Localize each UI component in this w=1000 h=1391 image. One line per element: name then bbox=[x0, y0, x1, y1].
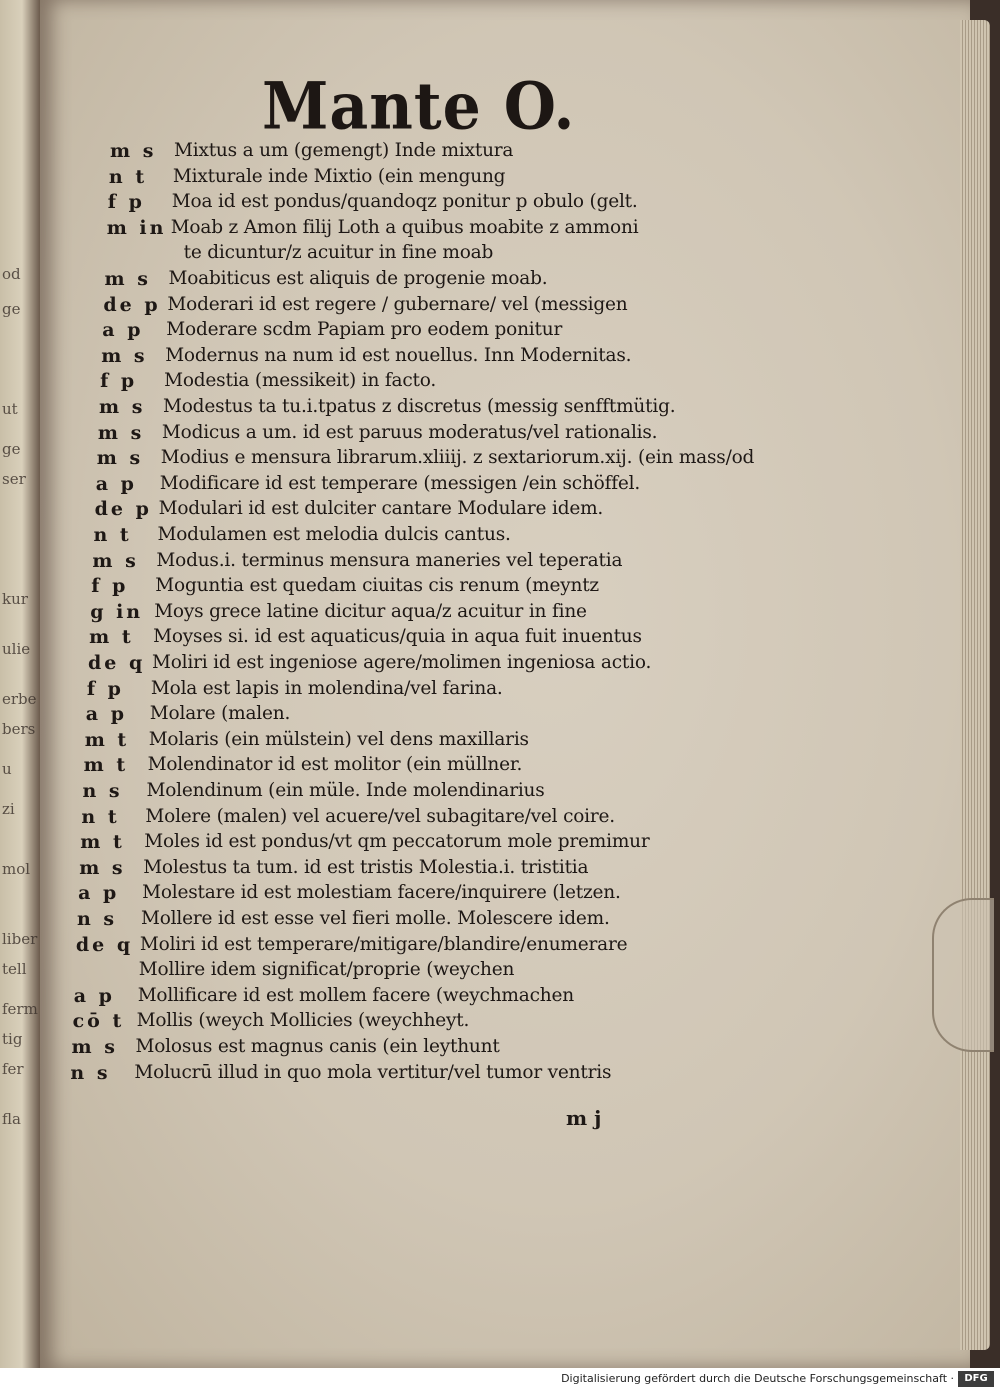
grammar-code: m s bbox=[110, 140, 157, 162]
entry-text: Moa id est pondus/quandoqz ponitur p obulo (gelt. bbox=[171, 191, 638, 213]
signature-mark: m j bbox=[566, 1106, 602, 1130]
grammar-code: m s bbox=[79, 856, 126, 879]
left-page-fragment: ge bbox=[2, 440, 21, 458]
grammar-code: m s bbox=[99, 396, 146, 418]
left-page-fragment: mol bbox=[2, 860, 31, 878]
left-page-fragment: ser bbox=[2, 470, 26, 488]
left-page-fragment: tig bbox=[2, 1030, 23, 1048]
grammar-code: g in bbox=[90, 600, 144, 623]
grammar-code: m s bbox=[101, 344, 148, 367]
grammar-code: a p bbox=[85, 703, 128, 726]
grammar-code: f p bbox=[91, 575, 129, 598]
left-page-fragments bbox=[0, 0, 38, 1368]
grammar-code: m t bbox=[84, 728, 130, 751]
grammar-code: f p bbox=[86, 677, 124, 700]
grammar-code: m s bbox=[96, 447, 144, 470]
page-header: Mante O. bbox=[262, 69, 576, 145]
entry-text: Mixturale inde Mixtio (ein mengung bbox=[172, 165, 506, 187]
entry-text: te dicuntur/z acuitur in fine moab bbox=[183, 242, 494, 264]
entry-text: Molere (malen) vel acuere/vel subagitare/vel coire. bbox=[145, 805, 615, 827]
entry-text: Mollire idem significat/proprie (weychen bbox=[138, 959, 515, 981]
grammar-code: a p bbox=[78, 882, 120, 905]
entry-text: Molestus ta tum. id est tristis Molestia.i. tristitia bbox=[143, 856, 589, 878]
left-page-fragment: kur bbox=[2, 590, 28, 608]
entry-text: Moabiticus est aliquis de progenie moab. bbox=[168, 268, 548, 289]
entry-text: Moys grece latine dicitur aqua/z acuitur in fine bbox=[154, 600, 587, 622]
entry-text: Modus.i. terminus mensura maneries vel teperatia bbox=[156, 549, 623, 571]
entry-text: Moles id est pondus/vt qm peccatorum mole premimur bbox=[144, 831, 650, 853]
grammar-code: n s bbox=[82, 780, 123, 802]
page-edge-stack bbox=[960, 20, 990, 1350]
entry-text: Mola est lapis in molendina/vel farina. bbox=[150, 677, 503, 699]
left-page-fragment: erbe bbox=[2, 690, 37, 708]
entry-text: Moderare scdm Papiam pro eodem ponitur bbox=[166, 319, 563, 341]
entry-text: Molare (malen. bbox=[149, 703, 291, 725]
entry-text: Moab z Amon filij Loth a quibus moabite z ammoni bbox=[170, 216, 639, 238]
left-page-fragment: ferm bbox=[2, 1000, 38, 1018]
grammar-code: m t bbox=[89, 626, 134, 649]
left-page-fragment: od bbox=[2, 265, 21, 283]
grammar-code: m s bbox=[92, 549, 139, 572]
entry-text: Moliri id est ingeniose agere/molimen ingeniosa actio. bbox=[152, 652, 652, 673]
grammar-code: de q bbox=[75, 933, 134, 956]
grammar-code: n t bbox=[93, 524, 132, 546]
left-page-fragment: ut bbox=[2, 400, 18, 418]
grammar-code: de p bbox=[103, 293, 161, 316]
entry-text: Molosus est magnus canis (ein leythunt bbox=[135, 1036, 500, 1057]
entry-text: Modulamen est melodia dulcis cantus. bbox=[157, 524, 511, 545]
grammar-code: n s bbox=[77, 908, 118, 930]
entry-text: Moderari id est regere / gubernare/ vel (messigen bbox=[167, 293, 628, 315]
grammar-code: f p bbox=[100, 370, 138, 393]
left-page-fragment: zi bbox=[2, 800, 15, 818]
grammar-code: m t bbox=[83, 754, 129, 777]
left-page-fragment: tell bbox=[2, 960, 27, 978]
entry-text: Modestus ta tu.i.tpatus z discretus (messig senfftmütig. bbox=[163, 396, 676, 417]
entry-text: Modulari id est dulciter cantare Modulare idem. bbox=[158, 498, 604, 520]
entry-text: Moliri id est temperare/mitigare/blandire/enumerare bbox=[139, 933, 628, 955]
grammar-code: m s bbox=[71, 1036, 118, 1058]
left-page-fragment: bers bbox=[2, 720, 36, 738]
grammar-code: m s bbox=[104, 268, 151, 290]
grammar-code: m in bbox=[106, 216, 167, 239]
grammar-code: a p bbox=[102, 319, 144, 342]
entry-text: Moyses si. id est aquaticus/quia in aqua fuit inuentus bbox=[153, 626, 642, 648]
funding-credit: Digitalisierung gefördert durch die Deutsche Forschungsgemeinschaft · bbox=[561, 1372, 954, 1385]
left-page-fragment: fer bbox=[2, 1060, 24, 1078]
entry-text: Modernus na num id est nouellus. Inn Modernitas. bbox=[165, 344, 632, 366]
grammar-code: de q bbox=[88, 652, 146, 674]
grammar-code: cō t bbox=[72, 1010, 125, 1033]
book-clasp bbox=[932, 898, 994, 1052]
grammar-code: m s bbox=[97, 421, 145, 444]
grammar-code: n t bbox=[81, 805, 120, 828]
grammar-code: n t bbox=[108, 165, 148, 188]
entry-text: Modicus a um. id est paruus moderatus/vel rationalis. bbox=[161, 421, 658, 443]
left-page-fragment: ge bbox=[2, 300, 21, 318]
left-page-fragment: fla bbox=[2, 1110, 21, 1128]
entry-text: Molendinator id est molitor (ein müllner. bbox=[147, 754, 523, 776]
grammar-code: f p bbox=[107, 191, 145, 214]
entry-text: Modius e mensura librarum.xliiij. z sextariorum.xij. (ein mass/od bbox=[160, 447, 755, 469]
entry-text: Molestare id est molestiam facere/inquirere (letzen. bbox=[142, 882, 621, 904]
grammar-code: a p bbox=[95, 472, 137, 495]
entry-text: Modificare id est temperare (messigen /ein schöffel. bbox=[159, 472, 641, 494]
entry-text: Mollis (weych Mollicies (weychheyt. bbox=[136, 1010, 470, 1032]
entry-text: Molucrū illud in quo mola vertitur/vel tumor ventris bbox=[134, 1061, 612, 1083]
entry-text: Mixtus a um (gemengt) Inde mixtura bbox=[174, 140, 514, 161]
grammar-code: a p bbox=[73, 984, 115, 1007]
entry-text: Modestia (messikeit) in facto. bbox=[164, 370, 437, 392]
grammar-code: m t bbox=[80, 831, 125, 854]
entry-text: Mollere id est esse vel fieri molle. Molescere idem. bbox=[141, 908, 610, 929]
left-page-fragment: ulie bbox=[2, 640, 31, 658]
grammar-code: n s bbox=[70, 1061, 111, 1084]
entry-text: Molendinum (ein müle. Inde molendinarius bbox=[146, 780, 545, 801]
entry-text: Moguntia est quedam ciuitas cis renum (meyntz bbox=[155, 575, 599, 597]
footer-bar bbox=[0, 1368, 1000, 1391]
dfg-logo: DFG bbox=[958, 1371, 994, 1387]
entry-text: Mollificare id est mollem facere (weychmachen bbox=[137, 984, 574, 1006]
left-page-fragment: liber bbox=[2, 930, 38, 948]
entry-text: Molaris (ein mülstein) vel dens maxillaris bbox=[148, 728, 529, 750]
left-page-fragment: u bbox=[2, 760, 12, 778]
grammar-code: de p bbox=[94, 498, 152, 521]
